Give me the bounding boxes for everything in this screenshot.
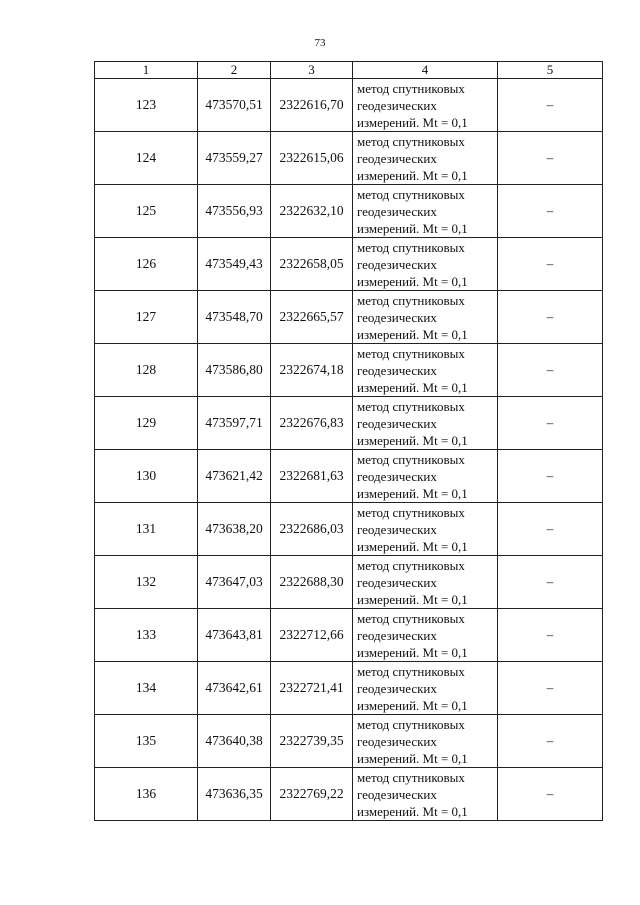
table-row [95,344,603,397]
method-cell [353,609,498,662]
method-cell [353,450,498,503]
method-line-2: геодезических [357,786,437,802]
point-number-cell: 128 [95,344,198,397]
y-coordinate-cell: 2322686,03 [271,503,353,556]
method-line-3: измерений. Mt = 0,1 [357,803,468,819]
point-number-cell: 126 [95,238,198,291]
x-coordinate-cell: 473640,38 [198,715,271,768]
method-line-2: геодезических [357,627,437,643]
point-number-cell: 125 [95,185,198,238]
point-number-cell: 127 [95,291,198,344]
method-line-2: геодезических [357,362,437,378]
y-coordinate-cell: 2322721,41 [271,662,353,715]
table-header-row [95,62,603,79]
method-line-2: геодезических [357,97,437,113]
method-cell [353,503,498,556]
point-number-cell: 136 [95,768,198,821]
method-cell [353,768,498,821]
column-header-5: 5 [498,62,603,79]
note-cell: – [498,715,603,768]
x-coordinate-cell: 473586,80 [198,344,271,397]
method-line-1: метод спутниковых [357,769,465,785]
y-coordinate-cell: 2322769,22 [271,768,353,821]
method-line-2: геодезических [357,415,437,431]
method-line-1: метод спутниковых [357,716,465,732]
method-cell [353,79,498,132]
point-number-cell: 134 [95,662,198,715]
method-line-3: измерений. Mt = 0,1 [357,538,468,554]
y-coordinate-cell: 2322739,35 [271,715,353,768]
table-row [95,79,603,132]
y-coordinate-cell: 2322615,06 [271,132,353,185]
method-line-1: метод спутниковых [357,663,465,679]
method-line-1: метод спутниковых [357,504,465,520]
x-coordinate-cell: 473647,03 [198,556,271,609]
table-row [95,715,603,768]
method-line-3: измерений. Mt = 0,1 [357,379,468,395]
method-line-3: измерений. Mt = 0,1 [357,220,468,236]
point-number-cell: 130 [95,450,198,503]
x-coordinate-cell: 473642,61 [198,662,271,715]
method-line-3: измерений. Mt = 0,1 [357,273,468,289]
y-coordinate-cell: 2322712,66 [271,609,353,662]
method-line-2: геодезических [357,203,437,219]
table-row [95,397,603,450]
method-line-3: измерений. Mt = 0,1 [357,591,468,607]
method-line-1: метод спутниковых [357,292,465,308]
note-cell: – [498,397,603,450]
note-cell: – [498,185,603,238]
method-cell [353,715,498,768]
note-cell: – [498,450,603,503]
note-cell: – [498,132,603,185]
method-line-1: метод спутниковых [357,345,465,361]
point-number-cell: 123 [95,79,198,132]
note-cell: – [498,238,603,291]
method-line-3: измерений. Mt = 0,1 [357,697,468,713]
x-coordinate-cell: 473643,81 [198,609,271,662]
point-number-cell: 132 [95,556,198,609]
x-coordinate-cell: 473549,43 [198,238,271,291]
method-line-3: измерений. Mt = 0,1 [357,432,468,448]
method-line-3: измерений. Mt = 0,1 [357,644,468,660]
method-line-1: метод спутниковых [357,80,465,96]
coordinates-table [94,61,603,821]
table-row [95,450,603,503]
x-coordinate-cell: 473621,42 [198,450,271,503]
x-coordinate-cell: 473570,51 [198,79,271,132]
method-line-1: метод спутниковых [357,557,465,573]
method-cell [353,238,498,291]
method-line-2: геодезических [357,521,437,537]
method-line-3: измерений. Mt = 0,1 [357,750,468,766]
table-row [95,768,603,821]
point-number-cell: 131 [95,503,198,556]
point-number-cell: 133 [95,609,198,662]
column-header-3: 3 [271,62,353,79]
method-line-3: измерений. Mt = 0,1 [357,167,468,183]
note-cell: – [498,503,603,556]
page-number: 73 [314,37,326,49]
method-line-1: метод спутниковых [357,451,465,467]
x-coordinate-cell: 473548,70 [198,291,271,344]
method-line-2: геодезических [357,150,437,166]
method-line-3: измерений. Mt = 0,1 [357,326,468,342]
table-row [95,556,603,609]
method-cell [353,344,498,397]
method-line-1: метод спутниковых [357,398,465,414]
y-coordinate-cell: 2322676,83 [271,397,353,450]
column-header-4: 4 [353,62,498,79]
table-row [95,238,603,291]
note-cell: – [498,768,603,821]
method-cell [353,291,498,344]
table-body [95,79,603,821]
x-coordinate-cell: 473638,20 [198,503,271,556]
point-number-cell: 135 [95,715,198,768]
method-line-1: метод спутниковых [357,239,465,255]
x-coordinate-cell: 473597,71 [198,397,271,450]
note-cell: – [498,609,603,662]
y-coordinate-cell: 2322632,10 [271,185,353,238]
x-coordinate-cell: 473556,93 [198,185,271,238]
method-line-2: геодезических [357,574,437,590]
method-cell [353,132,498,185]
method-cell [353,662,498,715]
method-line-3: измерений. Mt = 0,1 [357,114,468,130]
method-cell [353,397,498,450]
method-line-2: геодезических [357,309,437,325]
note-cell: – [498,662,603,715]
method-line-2: геодезических [357,733,437,749]
column-header-2: 2 [198,62,271,79]
note-cell: – [498,79,603,132]
method-line-2: геодезических [357,256,437,272]
y-coordinate-cell: 2322674,18 [271,344,353,397]
table-row [95,503,603,556]
table-row [95,185,603,238]
method-line-2: геодезических [357,680,437,696]
table-row [95,662,603,715]
y-coordinate-cell: 2322616,70 [271,79,353,132]
method-line-1: метод спутниковых [357,610,465,626]
point-number-cell: 129 [95,397,198,450]
y-coordinate-cell: 2322681,63 [271,450,353,503]
method-line-3: измерений. Mt = 0,1 [357,485,468,501]
x-coordinate-cell: 473636,35 [198,768,271,821]
column-header-1: 1 [95,62,198,79]
point-number-cell: 124 [95,132,198,185]
table-row [95,132,603,185]
y-coordinate-cell: 2322658,05 [271,238,353,291]
method-line-1: метод спутниковых [357,186,465,202]
method-cell [353,556,498,609]
y-coordinate-cell: 2322688,30 [271,556,353,609]
table-row [95,609,603,662]
method-line-2: геодезических [357,468,437,484]
note-cell: – [498,556,603,609]
y-coordinate-cell: 2322665,57 [271,291,353,344]
method-cell [353,185,498,238]
table-row [95,291,603,344]
note-cell: – [498,291,603,344]
x-coordinate-cell: 473559,27 [198,132,271,185]
note-cell: – [498,344,603,397]
method-line-1: метод спутниковых [357,133,465,149]
